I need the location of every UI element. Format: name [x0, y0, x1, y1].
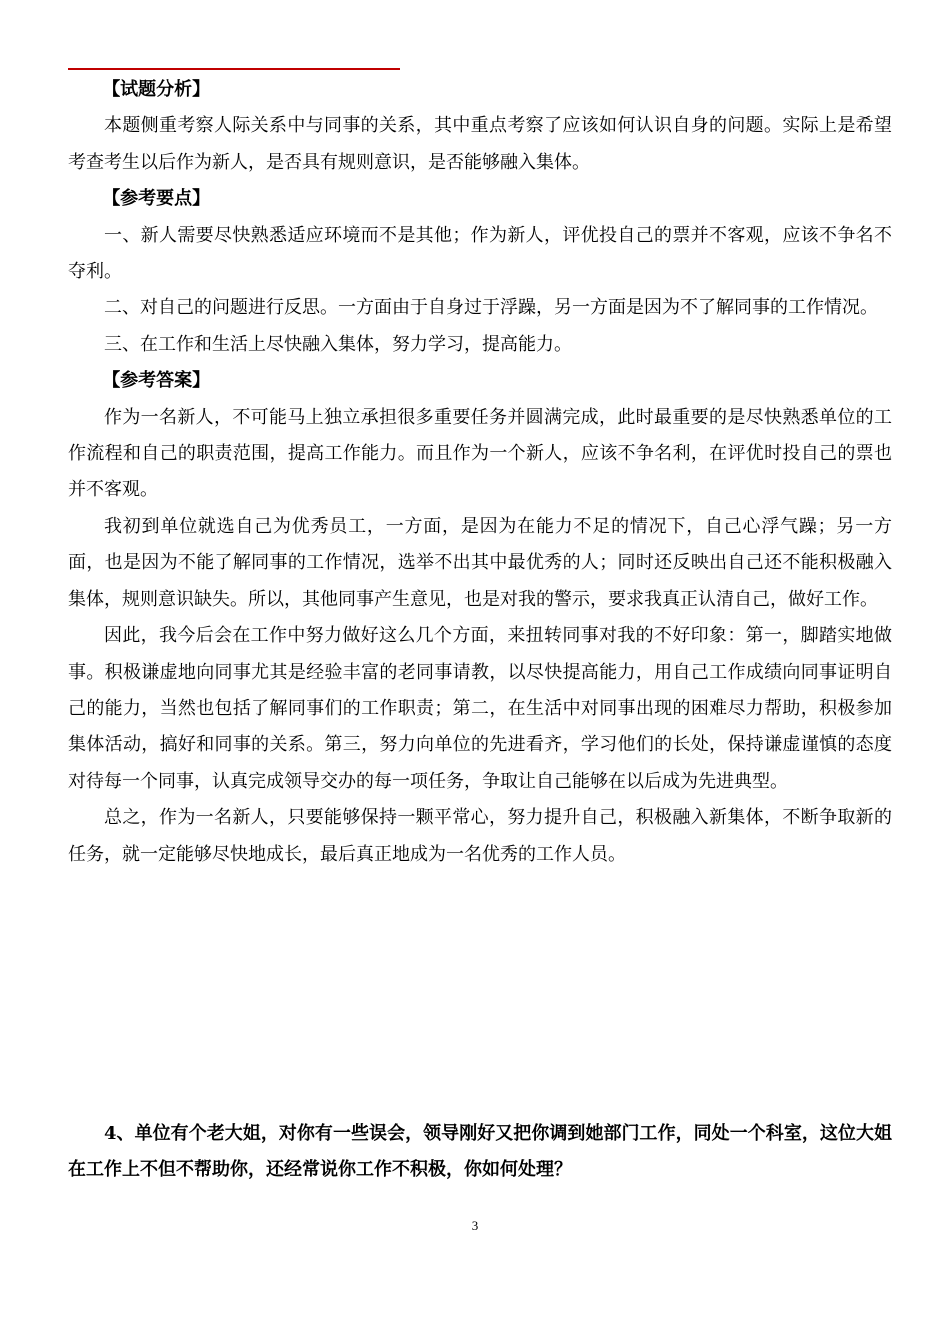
- point-item-1: 一、新人需要尽快熟悉适应环境而不是其他；作为新人，评优投自己的票并不客观，应该不争名不夺利。: [68, 224, 892, 283]
- answer-paragraph-4: 总之，作为一名新人，只要能够保持一颗平常心，努力提升自己，积极融入新集体，不断争取新的任务，就一定能够尽快地成长，最后真正地成为一名优秀的工作人员。: [68, 807, 892, 865]
- point-item-2: 二、对自己的问题进行反思。一方面由于自身过于浮躁，另一方面是因为不了解同事的工作情况。: [104, 297, 878, 319]
- page-number: 3: [471, 1218, 479, 1233]
- document-body: [68, 72, 892, 873]
- point-item-3: 三、在工作和生活上尽快融入集体，努力学习，提高能力。: [104, 333, 572, 355]
- answer-paragraph-3: 因此，我今后会在工作中努力做好这么几个方面，来扭转同事对我的不好印象：第一，脚踏实地做事。积极谦虚地向同事尤其是经验丰富的老同事请教，以尽快提高能力，用自己工作成绩向同事证明自己的能力，当然也包括了解同事们的工作职责；第二，在生活中对同事出现的困难尽力帮助，积极参加集体活动，搞好和同事的关系。第三，努力向单位的先进看齐，学习他们的长处，保持谦虚谨慎的态度对待每一个同事，认真完成领导交办的每一项任务，争取让自己能够在以后成为先进典型。: [68, 625, 892, 792]
- top-red-rule: [68, 68, 400, 70]
- analysis-paragraph: 本题侧重考察人际关系中与同事的关系，其中重点考察了应该如何认识自身的问题。实际上是希望考查考生以后作为新人，是否具有规则意识，是否能够融入集体。: [68, 115, 892, 173]
- answer-paragraph-2: 我初到单位就选自己为优秀员工，一方面，是因为在能力不足的情况下，自己心浮气躁；另一方面，也是因为不能了解同事的工作情况，选举不出其中最优秀的人；同时还反映出自己还不能积极融入集体，规则意识缺失。所以，其他同事产生意见，也是对我的警示，要求我真正认清自己，做好工作。: [68, 515, 892, 610]
- answer-paragraph-1: 作为一名新人，不可能马上独立承担很多重要任务并圆满完成，此时最重要的是尽快熟悉单位的工作流程和自己的职责范围，提高工作能力。而且作为一个新人，应该不争名利，在评优时投自己的票也并不客观。: [68, 406, 892, 501]
- points-heading: 【参考要点】: [102, 188, 211, 210]
- answer-heading: 【参考答案】: [102, 370, 211, 392]
- analysis-heading: 【试题分析】: [102, 79, 211, 100]
- next-question: 4、单位有个老大姐，对你有一些误会，领导刚好又把你调到她部门工作，同处一个科室，这位大姐在工作上不但不帮助你，还经常说你工作不积极，你如何处理？: [68, 1123, 892, 1181]
